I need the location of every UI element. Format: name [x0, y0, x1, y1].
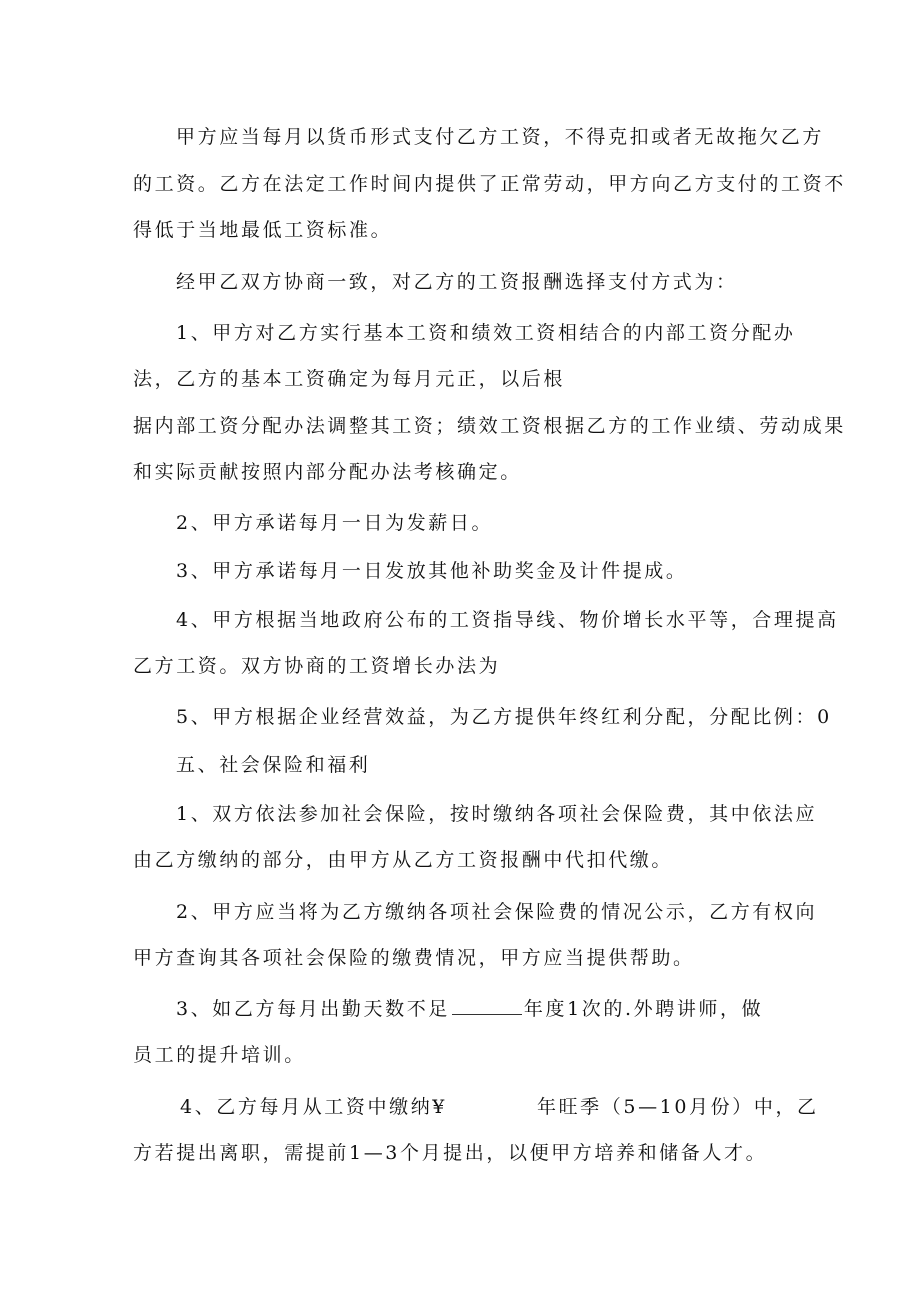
paragraph-line: 和实际贡献按照内部分配办法考核确定。: [133, 461, 522, 483]
paragraph-line: 法，乙方的基本工资确定为每月元正，以后根: [133, 368, 566, 390]
list-item-2: 2、甲方承诺每月一日为发薪日。: [176, 512, 494, 534]
list-item-5: 5、甲方根据企业经营效益，为乙方提供年终红利分配，分配比例：0: [176, 706, 832, 728]
paragraph-line: 据内部工资分配办法调整其工资；绩效工资根据乙方的工作业绩、劳动成果: [133, 415, 846, 437]
paragraph-line: 由乙方缴纳的部分，由甲方从乙方工资报酬中代扣代缴。: [133, 849, 674, 871]
line-text: 3、如乙方每月出勤天数不足: [176, 998, 450, 1020]
paragraph-line: 经甲乙双方协商一致，对乙方的工资报酬选择支付方式为：: [176, 271, 738, 293]
line-text: 4、乙方每月从工资中缴纳¥: [180, 1096, 447, 1118]
paragraph-line: 乙方工资。双方协商的工资增长办法为: [133, 655, 501, 677]
list-item-1: 1、甲方对乙方实行基本工资和绩效工资相结合的内部工资分配办: [176, 322, 796, 344]
list-item-1: 1、双方依法参加社会保险，按时缴纳各项社会保险费，其中依法应: [176, 803, 818, 825]
list-item-3: [176, 997, 763, 1021]
list-item-4: 4、甲方根据当地政府公布的工资指导线、物价增长水平等，合理提高: [176, 609, 839, 631]
line-text: 年旺季（5—10月份）中，乙: [536, 1096, 819, 1118]
list-item-4: [180, 1095, 819, 1119]
paragraph-line: 员工的提升培训。: [133, 1044, 306, 1066]
paragraph-line: 甲方应当每月以货币形式支付乙方工资，不得克扣或者无故拖欠乙方: [176, 126, 825, 148]
section-heading: 五、社会保险和福利: [176, 754, 371, 776]
paragraph-line: 得低于当地最低工资标准。: [133, 219, 393, 241]
paragraph-line: 方若提出离职，需提前1—3个月提出，以便甲方培养和储备人才。: [133, 1142, 768, 1164]
list-item-2: 2、甲方应当将为乙方缴纳各项社会保险费的情况公示，乙方有权向: [176, 901, 818, 923]
paragraph-line: 甲方查询其各项社会保险的缴费情况，甲方应当提供帮助。: [133, 947, 695, 969]
fill-in-blank[interactable]: [452, 998, 522, 1015]
paragraph-line: 的工资。乙方在法定工作时间内提供了正常劳动，甲方向乙方支付的工资不: [133, 173, 846, 195]
line-text: 年度1次的.外聘讲师，做: [523, 998, 764, 1020]
list-item-3: 3、甲方承诺每月一日发放其他补助奖金及计件提成。: [176, 560, 688, 582]
